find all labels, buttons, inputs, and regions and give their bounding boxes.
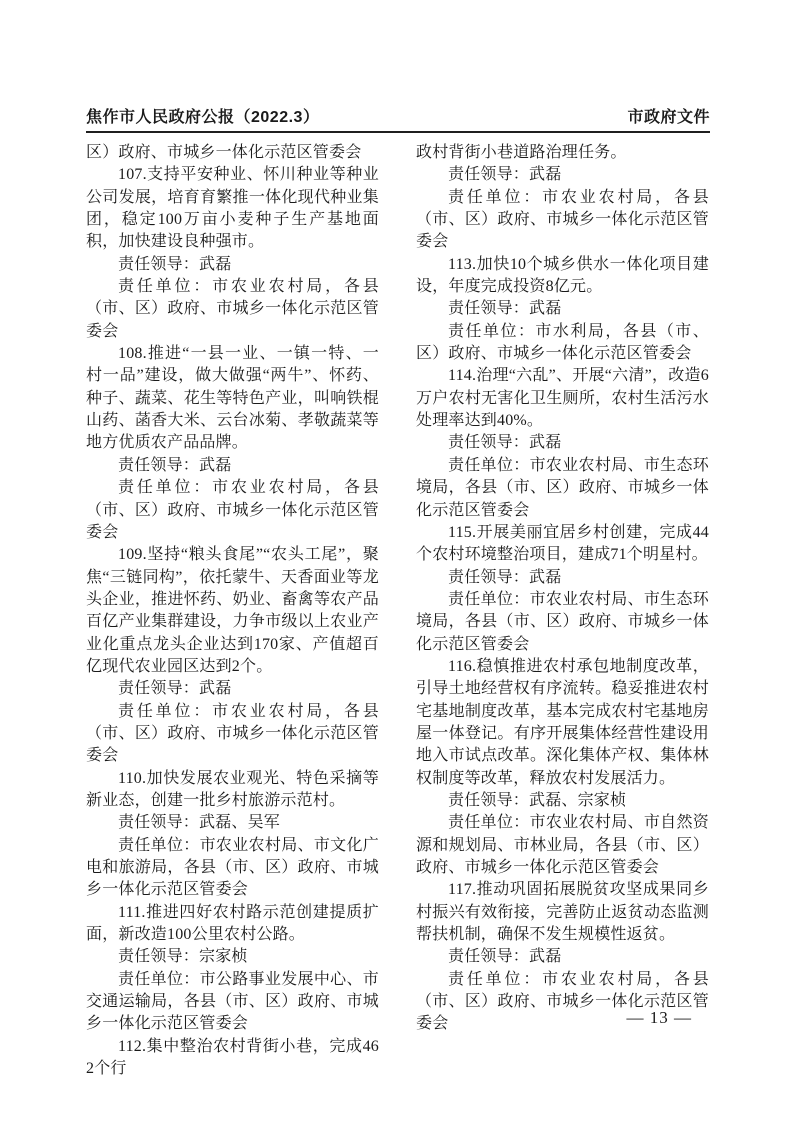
item-114: 114.治理“六乱”、开展“六清”，改造6万户农村无害化卫生厕所，农村生活污水处理率达到40%。	[416, 367, 709, 430]
item-110-unit: 责任单位：市农业农村局、市文化广电和旅游局，各县（市、区）政府、市城乡一体化示范区管委会	[86, 836, 379, 899]
item-114-leader: 责任领导：武磊	[448, 434, 562, 452]
item-117: 117.推动巩固拓展脱贫攻坚成果同乡村振兴有效衔接，完善防止返贫动态监测帮扶机制，确保不发生规模性返贫。	[416, 881, 709, 944]
item-112-leader: 责任领导：武磊	[448, 166, 562, 184]
item-114-unit: 责任单位：市农业农村局、市生态环境局，各县（市、区）政府、市城乡一体化示范区管委会	[416, 456, 709, 519]
item-109-leader: 责任领导：武磊	[118, 680, 232, 698]
item-107-unit: 责任单位：市农业农村局，各县（市、区）政府、市城乡一体化示范区管委会	[86, 278, 379, 340]
item-112-continued: 政村背街小巷道路治理任务。	[416, 144, 627, 161]
item-116-unit: 责任单位：市农业农村局、市自然资源和规划局、市林业局，各县（市、区）政府、市城乡一体化示范区管委会	[416, 814, 709, 876]
item-115-leader: 责任领导：武磊	[448, 568, 562, 586]
item-109-unit: 责任单位：市农业农村局，各县（市、区）政府、市城乡一体化示范区管委会	[86, 702, 379, 765]
item-107-leader: 责任领导：武磊	[118, 255, 232, 273]
item-113: 113.加快10个城乡供水一体化项目建设，年度完成投资8亿元。	[416, 255, 709, 296]
document-body	[86, 142, 710, 1080]
item-112-start: 112.集中整治农村背街小巷，完成462个行	[86, 1037, 379, 1078]
item-108-unit: 责任单位：市农业农村局，各县（市、区）政府、市城乡一体化示范区管委会	[86, 479, 379, 541]
item-115-unit: 责任单位：市农业农村局、市生态环境局，各县（市、区）政府、市城乡一体化示范区管委会	[416, 590, 709, 653]
item-113-unit: 责任单位：市水利局，各县（市、区）政府、市城乡一体化示范区管委会	[416, 322, 709, 363]
item-112-unit: 责任单位：市农业农村局，各县（市、区）政府、市城乡一体化示范区管委会	[416, 188, 709, 251]
page-number: — 13 —	[626, 1008, 692, 1027]
gazette-title: 焦作市人民政府公报（2022.3）	[86, 109, 320, 126]
item-110: 110.加快发展农业观光、特色采摘等新业态，创建一批乡村旅游示范村。	[86, 769, 379, 809]
running-header	[86, 104, 710, 127]
item-108-leader: 责任领导：武磊	[118, 456, 232, 474]
item-108: 108.推进“一县一业、一镇一特、一村一品”建设，做大做强“两牛”、怀药、种子、蔬菜、花生等特色产业，叫响铁棍山药、菡香大米、云台冰菊、孝敬蔬菜等地方优质农产品品牌。	[86, 345, 379, 452]
item-110-leader: 责任领导：武磊、吴军	[118, 814, 281, 832]
item-111-unit: 责任单位：市公路事业发展中心、市交通运输局，各县（市、区）政府、市城乡一体化示范区管委会	[86, 970, 379, 1033]
header-rule	[86, 131, 710, 133]
right-column	[416, 142, 709, 1080]
item-111: 111.推进四好农村路示范创建提质扩面，新改造100公里农村公路。	[86, 903, 379, 944]
item-116: 116.稳慎推进农村承包地制度改革，引导土地经营权有序流转。稳妥推进农村宅基地制度改革，基本完成农村宅基地房屋一体登记。有序开展集体经营性建设用地入市试点改革。深化集体产权、集体林权制度等改革，释放农村发展活力。	[416, 657, 709, 787]
item-116-leader: 责任领导：武磊、宗家桢	[448, 791, 627, 809]
item-115: 115.开展美丽宜居乡村创建，完成44个农村环境整治项目，建成71个明星村。	[416, 523, 709, 564]
continuation-item-106-unit: 区）政府、市城乡一体化示范区管委会	[86, 144, 362, 161]
section-title: 市政府文件	[627, 109, 710, 126]
item-117-leader: 责任领导：武磊	[448, 948, 562, 966]
item-117-unit: 责任单位：市农业农村局，各县（市、区）政府、市城乡一体化示范区管委会	[416, 970, 709, 1033]
item-109: 109.坚持“粮头食尾”“农头工尾”，聚焦“三链同构”，依托蒙牛、天香面业等龙头企业，推进怀药、奶业、畜禽等农产品百亿产业集群建设，力争市级以上农业产业化重点龙头企业达到170家、产值超百亿现代农业园区达到2个。	[86, 546, 379, 675]
left-column	[86, 142, 379, 1080]
item-107: 107.支持平安种业、怀川种业等种业公司发展，培育育繁推一体化现代种业集团，稳定100万亩小麦种子生产基地面积，加快建设良种强市。	[86, 166, 379, 251]
item-111-leader: 责任领导：宗家桢	[118, 948, 248, 966]
item-113-leader: 责任领导：武磊	[448, 300, 562, 318]
